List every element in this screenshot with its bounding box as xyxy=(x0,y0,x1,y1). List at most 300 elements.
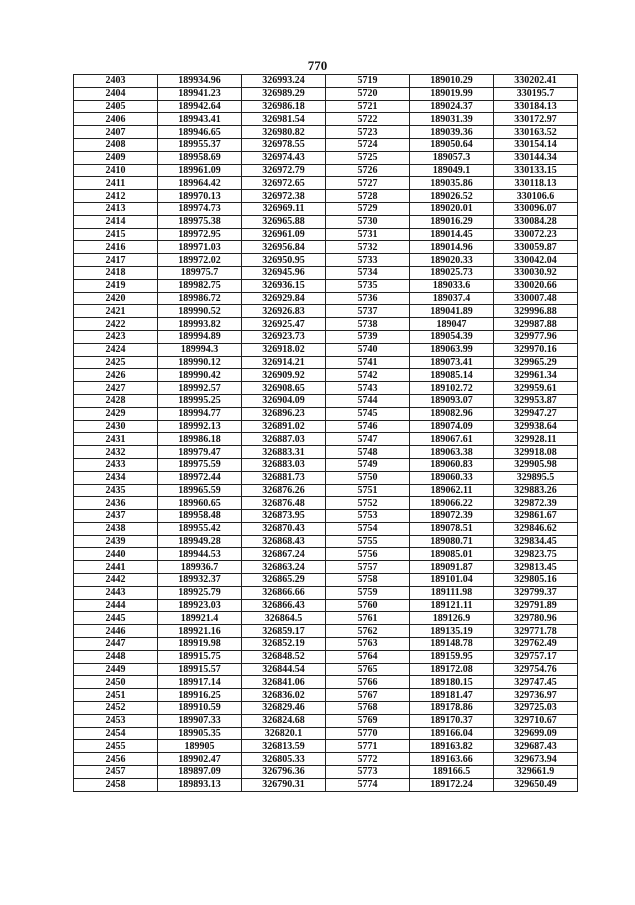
x-coordinate-left-cell: 189942.64 xyxy=(158,100,242,113)
y-coordinate-right-cell: 329846.62 xyxy=(494,522,578,535)
y-coordinate-left-cell: 326852.19 xyxy=(242,638,326,651)
table-row xyxy=(74,625,578,638)
x-coordinate-right-cell: 189102.72 xyxy=(410,382,494,395)
point-number-left-cell: 2411 xyxy=(74,177,158,190)
table-row xyxy=(74,202,578,215)
point-number-right-cell: 5743 xyxy=(326,382,410,395)
table-row xyxy=(74,522,578,535)
x-coordinate-left-cell: 189915.57 xyxy=(158,663,242,676)
y-coordinate-right-cell: 329736.97 xyxy=(494,689,578,702)
x-coordinate-left-cell: 189986.72 xyxy=(158,292,242,305)
x-coordinate-right-cell: 189049.1 xyxy=(410,164,494,177)
y-coordinate-left-cell: 326844.54 xyxy=(242,663,326,676)
y-coordinate-right-cell: 329834.45 xyxy=(494,535,578,548)
table-row xyxy=(74,318,578,331)
point-number-right-cell: 5739 xyxy=(326,330,410,343)
y-coordinate-right-cell: 329791.89 xyxy=(494,599,578,612)
y-coordinate-right-cell: 329780.96 xyxy=(494,612,578,625)
x-coordinate-right-cell: 189121.11 xyxy=(410,599,494,612)
y-coordinate-left-cell: 326870.43 xyxy=(242,522,326,535)
x-coordinate-right-cell: 189101.04 xyxy=(410,574,494,587)
point-number-left-cell: 2420 xyxy=(74,292,158,305)
x-coordinate-left-cell: 189897.09 xyxy=(158,766,242,779)
point-number-right-cell: 5772 xyxy=(326,753,410,766)
x-coordinate-right-cell: 189060.83 xyxy=(410,458,494,471)
point-number-right-cell: 5750 xyxy=(326,471,410,484)
y-coordinate-right-cell: 329953.87 xyxy=(494,394,578,407)
table-row xyxy=(74,241,578,254)
y-coordinate-left-cell: 326824.68 xyxy=(242,714,326,727)
table-row xyxy=(74,702,578,715)
x-coordinate-right-cell: 189093.07 xyxy=(410,394,494,407)
point-number-right-cell: 5752 xyxy=(326,497,410,510)
point-number-left-cell: 2448 xyxy=(74,650,158,663)
table-row xyxy=(74,510,578,523)
y-coordinate-left-cell: 326883.31 xyxy=(242,446,326,459)
point-number-left-cell: 2427 xyxy=(74,382,158,395)
y-coordinate-right-cell: 329861.67 xyxy=(494,510,578,523)
point-number-left-cell: 2457 xyxy=(74,766,158,779)
x-coordinate-left-cell: 189958.69 xyxy=(158,151,242,164)
x-coordinate-right-cell: 189014.45 xyxy=(410,228,494,241)
point-number-left-cell: 2426 xyxy=(74,369,158,382)
table-row xyxy=(74,113,578,126)
point-number-right-cell: 5737 xyxy=(326,305,410,318)
point-number-right-cell: 5721 xyxy=(326,100,410,113)
point-number-right-cell: 5749 xyxy=(326,458,410,471)
y-coordinate-right-cell: 329905.98 xyxy=(494,458,578,471)
x-coordinate-left-cell: 189986.18 xyxy=(158,433,242,446)
point-number-left-cell: 2433 xyxy=(74,458,158,471)
point-number-left-cell: 2436 xyxy=(74,497,158,510)
y-coordinate-left-cell: 326972.79 xyxy=(242,164,326,177)
point-number-left-cell: 2414 xyxy=(74,215,158,228)
y-coordinate-right-cell: 330106.6 xyxy=(494,190,578,203)
x-coordinate-right-cell: 189062.11 xyxy=(410,484,494,497)
x-coordinate-left-cell: 189902.47 xyxy=(158,753,242,766)
point-number-right-cell: 5755 xyxy=(326,535,410,548)
y-coordinate-left-cell: 326993.24 xyxy=(242,75,326,88)
table-row xyxy=(74,689,578,702)
x-coordinate-left-cell: 189921.4 xyxy=(158,612,242,625)
x-coordinate-left-cell: 189975.59 xyxy=(158,458,242,471)
point-number-right-cell: 5757 xyxy=(326,561,410,574)
table-row xyxy=(74,138,578,151)
y-coordinate-right-cell: 330030.92 xyxy=(494,266,578,279)
x-coordinate-right-cell: 189082.96 xyxy=(410,407,494,420)
table-row xyxy=(74,356,578,369)
table-row xyxy=(74,420,578,433)
point-number-right-cell: 5732 xyxy=(326,241,410,254)
y-coordinate-left-cell: 326865.29 xyxy=(242,574,326,587)
y-coordinate-right-cell: 329771.78 xyxy=(494,625,578,638)
point-number-left-cell: 2407 xyxy=(74,126,158,139)
y-coordinate-right-cell: 329762.49 xyxy=(494,638,578,651)
point-number-left-cell: 2425 xyxy=(74,356,158,369)
point-number-left-cell: 2432 xyxy=(74,446,158,459)
table-row xyxy=(74,561,578,574)
x-coordinate-left-cell: 189994.89 xyxy=(158,330,242,343)
table-row xyxy=(74,535,578,548)
y-coordinate-left-cell: 326896.23 xyxy=(242,407,326,420)
x-coordinate-right-cell: 189037.4 xyxy=(410,292,494,305)
x-coordinate-left-cell: 189990.52 xyxy=(158,305,242,318)
x-coordinate-right-cell: 189057.3 xyxy=(410,151,494,164)
y-coordinate-left-cell: 326881.73 xyxy=(242,471,326,484)
x-coordinate-left-cell: 189995.25 xyxy=(158,394,242,407)
point-number-right-cell: 5768 xyxy=(326,702,410,715)
y-coordinate-left-cell: 326829.46 xyxy=(242,702,326,715)
x-coordinate-left-cell: 189925.79 xyxy=(158,586,242,599)
x-coordinate-right-cell: 189178.86 xyxy=(410,702,494,715)
table-row xyxy=(74,446,578,459)
y-coordinate-left-cell: 326790.31 xyxy=(242,778,326,791)
x-coordinate-left-cell: 189943.41 xyxy=(158,113,242,126)
point-number-left-cell: 2455 xyxy=(74,740,158,753)
table-row xyxy=(74,266,578,279)
table-row xyxy=(74,638,578,651)
y-coordinate-left-cell: 326914.21 xyxy=(242,356,326,369)
point-number-right-cell: 5764 xyxy=(326,650,410,663)
point-number-left-cell: 2404 xyxy=(74,87,158,100)
y-coordinate-left-cell: 326974.43 xyxy=(242,151,326,164)
y-coordinate-left-cell: 326866.66 xyxy=(242,586,326,599)
y-coordinate-left-cell: 326873.95 xyxy=(242,510,326,523)
x-coordinate-left-cell: 189972.44 xyxy=(158,471,242,484)
table-row xyxy=(74,548,578,561)
table-row xyxy=(74,778,578,791)
x-coordinate-left-cell: 189960.65 xyxy=(158,497,242,510)
x-coordinate-left-cell: 189921.16 xyxy=(158,625,242,638)
y-coordinate-right-cell: 329805.16 xyxy=(494,574,578,587)
table-row xyxy=(74,714,578,727)
y-coordinate-left-cell: 326841.06 xyxy=(242,676,326,689)
point-number-left-cell: 2438 xyxy=(74,522,158,535)
table-row xyxy=(74,215,578,228)
point-number-right-cell: 5734 xyxy=(326,266,410,279)
point-number-left-cell: 2456 xyxy=(74,753,158,766)
point-number-right-cell: 5758 xyxy=(326,574,410,587)
y-coordinate-left-cell: 326820.1 xyxy=(242,727,326,740)
point-number-left-cell: 2453 xyxy=(74,714,158,727)
y-coordinate-right-cell: 329987.88 xyxy=(494,318,578,331)
y-coordinate-left-cell: 326883.03 xyxy=(242,458,326,471)
point-number-left-cell: 2441 xyxy=(74,561,158,574)
point-number-left-cell: 2435 xyxy=(74,484,158,497)
x-coordinate-right-cell: 189180.15 xyxy=(410,676,494,689)
x-coordinate-left-cell: 189955.37 xyxy=(158,138,242,151)
point-number-right-cell: 5742 xyxy=(326,369,410,382)
y-coordinate-right-cell: 330195.7 xyxy=(494,87,578,100)
x-coordinate-right-cell: 189010.29 xyxy=(410,75,494,88)
y-coordinate-right-cell: 329757.17 xyxy=(494,650,578,663)
table-row xyxy=(74,727,578,740)
table-row xyxy=(74,574,578,587)
y-coordinate-left-cell: 326936.15 xyxy=(242,279,326,292)
point-number-left-cell: 2458 xyxy=(74,778,158,791)
table-row xyxy=(74,753,578,766)
y-coordinate-right-cell: 329661.9 xyxy=(494,766,578,779)
x-coordinate-right-cell: 189080.71 xyxy=(410,535,494,548)
y-coordinate-left-cell: 326836.02 xyxy=(242,689,326,702)
y-coordinate-right-cell: 330202.41 xyxy=(494,75,578,88)
x-coordinate-right-cell: 189060.33 xyxy=(410,471,494,484)
x-coordinate-left-cell: 189917.14 xyxy=(158,676,242,689)
point-number-right-cell: 5730 xyxy=(326,215,410,228)
point-number-right-cell: 5770 xyxy=(326,727,410,740)
table-row xyxy=(74,740,578,753)
x-coordinate-right-cell: 189166.04 xyxy=(410,727,494,740)
y-coordinate-right-cell: 329813.45 xyxy=(494,561,578,574)
x-coordinate-right-cell: 189016.29 xyxy=(410,215,494,228)
y-coordinate-left-cell: 326950.95 xyxy=(242,254,326,267)
point-number-left-cell: 2418 xyxy=(74,266,158,279)
x-coordinate-right-cell: 189072.39 xyxy=(410,510,494,523)
y-coordinate-left-cell: 326805.33 xyxy=(242,753,326,766)
point-number-right-cell: 5736 xyxy=(326,292,410,305)
table-row xyxy=(74,254,578,267)
x-coordinate-right-cell: 189031.39 xyxy=(410,113,494,126)
point-number-right-cell: 5767 xyxy=(326,689,410,702)
y-coordinate-left-cell: 326867.24 xyxy=(242,548,326,561)
y-coordinate-right-cell: 329872.39 xyxy=(494,497,578,510)
point-number-left-cell: 2405 xyxy=(74,100,158,113)
point-number-right-cell: 5771 xyxy=(326,740,410,753)
point-number-left-cell: 2449 xyxy=(74,663,158,676)
y-coordinate-right-cell: 329961.34 xyxy=(494,369,578,382)
x-coordinate-left-cell: 189915.75 xyxy=(158,650,242,663)
x-coordinate-right-cell: 189163.66 xyxy=(410,753,494,766)
point-number-right-cell: 5747 xyxy=(326,433,410,446)
x-coordinate-right-cell: 189026.52 xyxy=(410,190,494,203)
table-row xyxy=(74,650,578,663)
x-coordinate-left-cell: 189971.03 xyxy=(158,241,242,254)
x-coordinate-left-cell: 189994.77 xyxy=(158,407,242,420)
point-number-left-cell: 2442 xyxy=(74,574,158,587)
x-coordinate-right-cell: 189172.24 xyxy=(410,778,494,791)
point-number-left-cell: 2434 xyxy=(74,471,158,484)
point-number-left-cell: 2430 xyxy=(74,420,158,433)
x-coordinate-right-cell: 189126.9 xyxy=(410,612,494,625)
coordinates-table xyxy=(73,74,578,792)
table-row xyxy=(74,164,578,177)
point-number-left-cell: 2440 xyxy=(74,548,158,561)
y-coordinate-right-cell: 330144.34 xyxy=(494,151,578,164)
point-number-left-cell: 2445 xyxy=(74,612,158,625)
point-number-right-cell: 5763 xyxy=(326,638,410,651)
y-coordinate-right-cell: 330059.87 xyxy=(494,241,578,254)
y-coordinate-right-cell: 329918.08 xyxy=(494,446,578,459)
x-coordinate-right-cell: 189181.47 xyxy=(410,689,494,702)
table-row xyxy=(74,151,578,164)
x-coordinate-left-cell: 189936.7 xyxy=(158,561,242,574)
point-number-left-cell: 2409 xyxy=(74,151,158,164)
y-coordinate-right-cell: 330154.14 xyxy=(494,138,578,151)
point-number-right-cell: 5728 xyxy=(326,190,410,203)
point-number-right-cell: 5741 xyxy=(326,356,410,369)
y-coordinate-right-cell: 329823.75 xyxy=(494,548,578,561)
y-coordinate-right-cell: 330007.48 xyxy=(494,292,578,305)
point-number-right-cell: 5765 xyxy=(326,663,410,676)
x-coordinate-right-cell: 189024.37 xyxy=(410,100,494,113)
y-coordinate-right-cell: 329754.76 xyxy=(494,663,578,676)
point-number-right-cell: 5727 xyxy=(326,177,410,190)
x-coordinate-right-cell: 189025.73 xyxy=(410,266,494,279)
point-number-right-cell: 5724 xyxy=(326,138,410,151)
x-coordinate-right-cell: 189035.86 xyxy=(410,177,494,190)
point-number-left-cell: 2447 xyxy=(74,638,158,651)
y-coordinate-right-cell: 329977.96 xyxy=(494,330,578,343)
y-coordinate-right-cell: 329965.29 xyxy=(494,356,578,369)
x-coordinate-right-cell: 189091.87 xyxy=(410,561,494,574)
x-coordinate-right-cell: 189047 xyxy=(410,318,494,331)
point-number-left-cell: 2450 xyxy=(74,676,158,689)
x-coordinate-right-cell: 189063.38 xyxy=(410,446,494,459)
table-row xyxy=(74,228,578,241)
x-coordinate-left-cell: 189994.3 xyxy=(158,343,242,356)
x-coordinate-left-cell: 189934.96 xyxy=(158,75,242,88)
point-number-left-cell: 2423 xyxy=(74,330,158,343)
y-coordinate-right-cell: 329710.67 xyxy=(494,714,578,727)
point-number-left-cell: 2446 xyxy=(74,625,158,638)
table-row xyxy=(74,177,578,190)
x-coordinate-left-cell: 189975.7 xyxy=(158,266,242,279)
y-coordinate-right-cell: 329996.88 xyxy=(494,305,578,318)
y-coordinate-left-cell: 326989.29 xyxy=(242,87,326,100)
point-number-right-cell: 5744 xyxy=(326,394,410,407)
y-coordinate-right-cell: 329947.27 xyxy=(494,407,578,420)
point-number-left-cell: 2406 xyxy=(74,113,158,126)
point-number-right-cell: 5745 xyxy=(326,407,410,420)
point-number-left-cell: 2412 xyxy=(74,190,158,203)
x-coordinate-left-cell: 189907.33 xyxy=(158,714,242,727)
point-number-right-cell: 5725 xyxy=(326,151,410,164)
point-number-left-cell: 2415 xyxy=(74,228,158,241)
x-coordinate-left-cell: 189990.12 xyxy=(158,356,242,369)
y-coordinate-right-cell: 329799.37 xyxy=(494,586,578,599)
x-coordinate-right-cell: 189041.89 xyxy=(410,305,494,318)
point-number-right-cell: 5746 xyxy=(326,420,410,433)
y-coordinate-right-cell: 329699.09 xyxy=(494,727,578,740)
point-number-left-cell: 2417 xyxy=(74,254,158,267)
table-row xyxy=(74,75,578,88)
x-coordinate-left-cell: 189974.73 xyxy=(158,202,242,215)
y-coordinate-right-cell: 329883.26 xyxy=(494,484,578,497)
x-coordinate-left-cell: 189944.53 xyxy=(158,548,242,561)
point-number-left-cell: 2428 xyxy=(74,394,158,407)
point-number-right-cell: 5773 xyxy=(326,766,410,779)
y-coordinate-right-cell: 330172.97 xyxy=(494,113,578,126)
y-coordinate-right-cell: 330184.13 xyxy=(494,100,578,113)
x-coordinate-left-cell: 189970.13 xyxy=(158,190,242,203)
x-coordinate-left-cell: 189905 xyxy=(158,740,242,753)
point-number-right-cell: 5733 xyxy=(326,254,410,267)
point-number-left-cell: 2431 xyxy=(74,433,158,446)
x-coordinate-right-cell: 189135.19 xyxy=(410,625,494,638)
x-coordinate-right-cell: 189063.99 xyxy=(410,343,494,356)
x-coordinate-right-cell: 189073.41 xyxy=(410,356,494,369)
point-number-right-cell: 5729 xyxy=(326,202,410,215)
x-coordinate-right-cell: 189111.98 xyxy=(410,586,494,599)
y-coordinate-left-cell: 326868.43 xyxy=(242,535,326,548)
point-number-right-cell: 5726 xyxy=(326,164,410,177)
x-coordinate-left-cell: 189910.59 xyxy=(158,702,242,715)
x-coordinate-right-cell: 189019.99 xyxy=(410,87,494,100)
point-number-right-cell: 5760 xyxy=(326,599,410,612)
x-coordinate-left-cell: 189916.25 xyxy=(158,689,242,702)
point-number-left-cell: 2416 xyxy=(74,241,158,254)
table-row xyxy=(74,484,578,497)
x-coordinate-left-cell: 189941.23 xyxy=(158,87,242,100)
point-number-right-cell: 5740 xyxy=(326,343,410,356)
table-row xyxy=(74,292,578,305)
table-row xyxy=(74,382,578,395)
point-number-left-cell: 2451 xyxy=(74,689,158,702)
y-coordinate-left-cell: 326956.84 xyxy=(242,241,326,254)
point-number-right-cell: 5753 xyxy=(326,510,410,523)
x-coordinate-left-cell: 189965.59 xyxy=(158,484,242,497)
table-row xyxy=(74,87,578,100)
x-coordinate-left-cell: 189949.28 xyxy=(158,535,242,548)
y-coordinate-left-cell: 326961.09 xyxy=(242,228,326,241)
x-coordinate-right-cell: 189085.01 xyxy=(410,548,494,561)
x-coordinate-left-cell: 189992.57 xyxy=(158,382,242,395)
x-coordinate-right-cell: 189074.09 xyxy=(410,420,494,433)
y-coordinate-right-cell: 330042.04 xyxy=(494,254,578,267)
point-number-left-cell: 2408 xyxy=(74,138,158,151)
x-coordinate-right-cell: 189020.33 xyxy=(410,254,494,267)
y-coordinate-left-cell: 326908.65 xyxy=(242,382,326,395)
y-coordinate-right-cell: 329687.43 xyxy=(494,740,578,753)
x-coordinate-left-cell: 189946.65 xyxy=(158,126,242,139)
point-number-right-cell: 5738 xyxy=(326,318,410,331)
y-coordinate-right-cell: 329747.45 xyxy=(494,676,578,689)
y-coordinate-right-cell: 330020.66 xyxy=(494,279,578,292)
y-coordinate-right-cell: 330084.28 xyxy=(494,215,578,228)
point-number-right-cell: 5720 xyxy=(326,87,410,100)
table-row xyxy=(74,433,578,446)
table-row xyxy=(74,676,578,689)
x-coordinate-right-cell: 189166.5 xyxy=(410,766,494,779)
x-coordinate-left-cell: 189982.75 xyxy=(158,279,242,292)
x-coordinate-right-cell: 189170.37 xyxy=(410,714,494,727)
y-coordinate-right-cell: 330072.23 xyxy=(494,228,578,241)
point-number-left-cell: 2429 xyxy=(74,407,158,420)
table-row xyxy=(74,663,578,676)
y-coordinate-left-cell: 326980.82 xyxy=(242,126,326,139)
table-row xyxy=(74,305,578,318)
point-number-right-cell: 5748 xyxy=(326,446,410,459)
table-row xyxy=(74,343,578,356)
y-coordinate-left-cell: 326986.18 xyxy=(242,100,326,113)
table-row xyxy=(74,599,578,612)
point-number-right-cell: 5759 xyxy=(326,586,410,599)
page-number: 770 xyxy=(307,58,328,73)
y-coordinate-left-cell: 326965.88 xyxy=(242,215,326,228)
y-coordinate-right-cell: 330163.52 xyxy=(494,126,578,139)
y-coordinate-right-cell: 329970.16 xyxy=(494,343,578,356)
y-coordinate-left-cell: 326891.02 xyxy=(242,420,326,433)
point-number-left-cell: 2413 xyxy=(74,202,158,215)
y-coordinate-right-cell: 329928.11 xyxy=(494,433,578,446)
x-coordinate-right-cell: 189054.39 xyxy=(410,330,494,343)
y-coordinate-right-cell: 329938.64 xyxy=(494,420,578,433)
y-coordinate-left-cell: 326876.26 xyxy=(242,484,326,497)
point-number-left-cell: 2439 xyxy=(74,535,158,548)
table-row xyxy=(74,766,578,779)
y-coordinate-left-cell: 326981.54 xyxy=(242,113,326,126)
table-row xyxy=(74,586,578,599)
